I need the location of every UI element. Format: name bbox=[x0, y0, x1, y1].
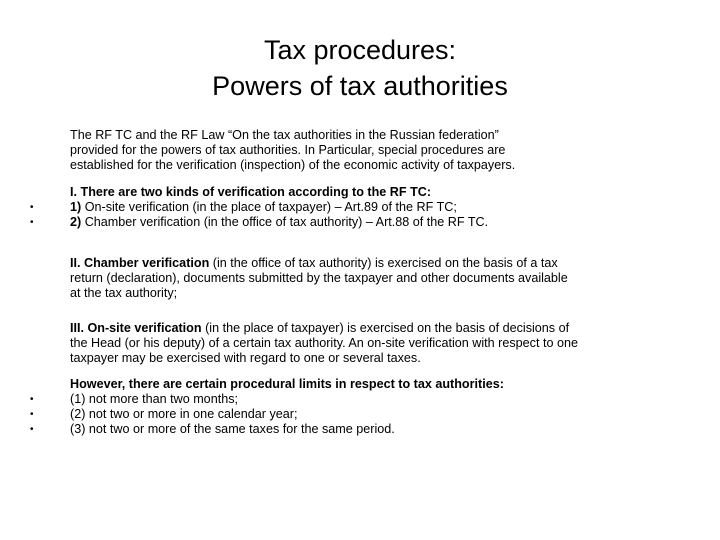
list-item bbox=[30, 215, 700, 230]
onsite-line-3: taxpayer may be exercised with regard to one or several taxes. bbox=[70, 351, 421, 365]
list-item-number: 1) bbox=[70, 200, 82, 214]
list-item-text: Chamber verification (in the office of tax authority) – Art.88 of the RF TC. bbox=[81, 215, 489, 229]
bullet-icon: • bbox=[30, 409, 34, 420]
list-item-number: 2) bbox=[70, 215, 82, 229]
list-item-text: (3) not two or more of the same taxes for the same period. bbox=[70, 422, 395, 436]
chamber-line-1: (in the office of tax authority) is exercised on the basis of a tax bbox=[209, 256, 558, 270]
chamber-verification-lead: II. Chamber verification bbox=[70, 256, 210, 270]
onsite-line-1: (in the place of taxpayer) is exercised on the basis of decisions of bbox=[201, 321, 570, 335]
onsite-verification-paragraph bbox=[70, 321, 700, 366]
title-line-2: Powers of tax authorities bbox=[212, 71, 508, 101]
slide-title bbox=[0, 32, 720, 104]
intro-line-3: established for the verification (inspection) of the economic activity of taxpayers. bbox=[70, 158, 516, 172]
list-item bbox=[30, 392, 700, 407]
bullet-icon: • bbox=[30, 424, 34, 435]
procedural-limits-section bbox=[30, 377, 700, 437]
intro-line-1: The RF TC and the RF Law “On the tax authorities in the Russian federation” bbox=[70, 128, 499, 142]
procedural-limits-heading: However, there are certain procedural limits in respect to tax authorities: bbox=[70, 377, 504, 391]
bullet-icon: • bbox=[30, 202, 34, 213]
list-item-text: (2) not two or more in one calendar year; bbox=[70, 407, 298, 421]
intro-line-2: provided for the powers of tax authorities. In Particular, special procedures are bbox=[70, 143, 506, 157]
list-item bbox=[30, 407, 700, 422]
title-line-1: Tax procedures: bbox=[263, 35, 457, 65]
chamber-verification-paragraph bbox=[70, 256, 700, 301]
list-item bbox=[30, 422, 700, 437]
list-item-text: (1) not more than two months; bbox=[70, 392, 238, 406]
intro-paragraph bbox=[70, 128, 700, 173]
bullet-icon: • bbox=[30, 217, 34, 228]
list-item-text: On-site verification (in the place of taxpayer) – Art.89 of the RF TC; bbox=[81, 200, 457, 214]
onsite-line-2: the Head (or his deputy) of a certain tax authority. An on-site verification with respect to one bbox=[70, 336, 578, 350]
onsite-verification-lead: III. On-site verification bbox=[70, 321, 202, 335]
list-item bbox=[30, 200, 700, 215]
bullet-icon: • bbox=[30, 394, 34, 405]
verification-kinds-heading: I. There are two kinds of verification according to the RF TC: bbox=[70, 185, 432, 199]
verification-kinds-section bbox=[30, 185, 700, 230]
chamber-line-3: at the tax authority; bbox=[70, 286, 178, 300]
chamber-line-2: return (declaration), documents submitted by the taxpayer and other documents available bbox=[70, 271, 568, 285]
